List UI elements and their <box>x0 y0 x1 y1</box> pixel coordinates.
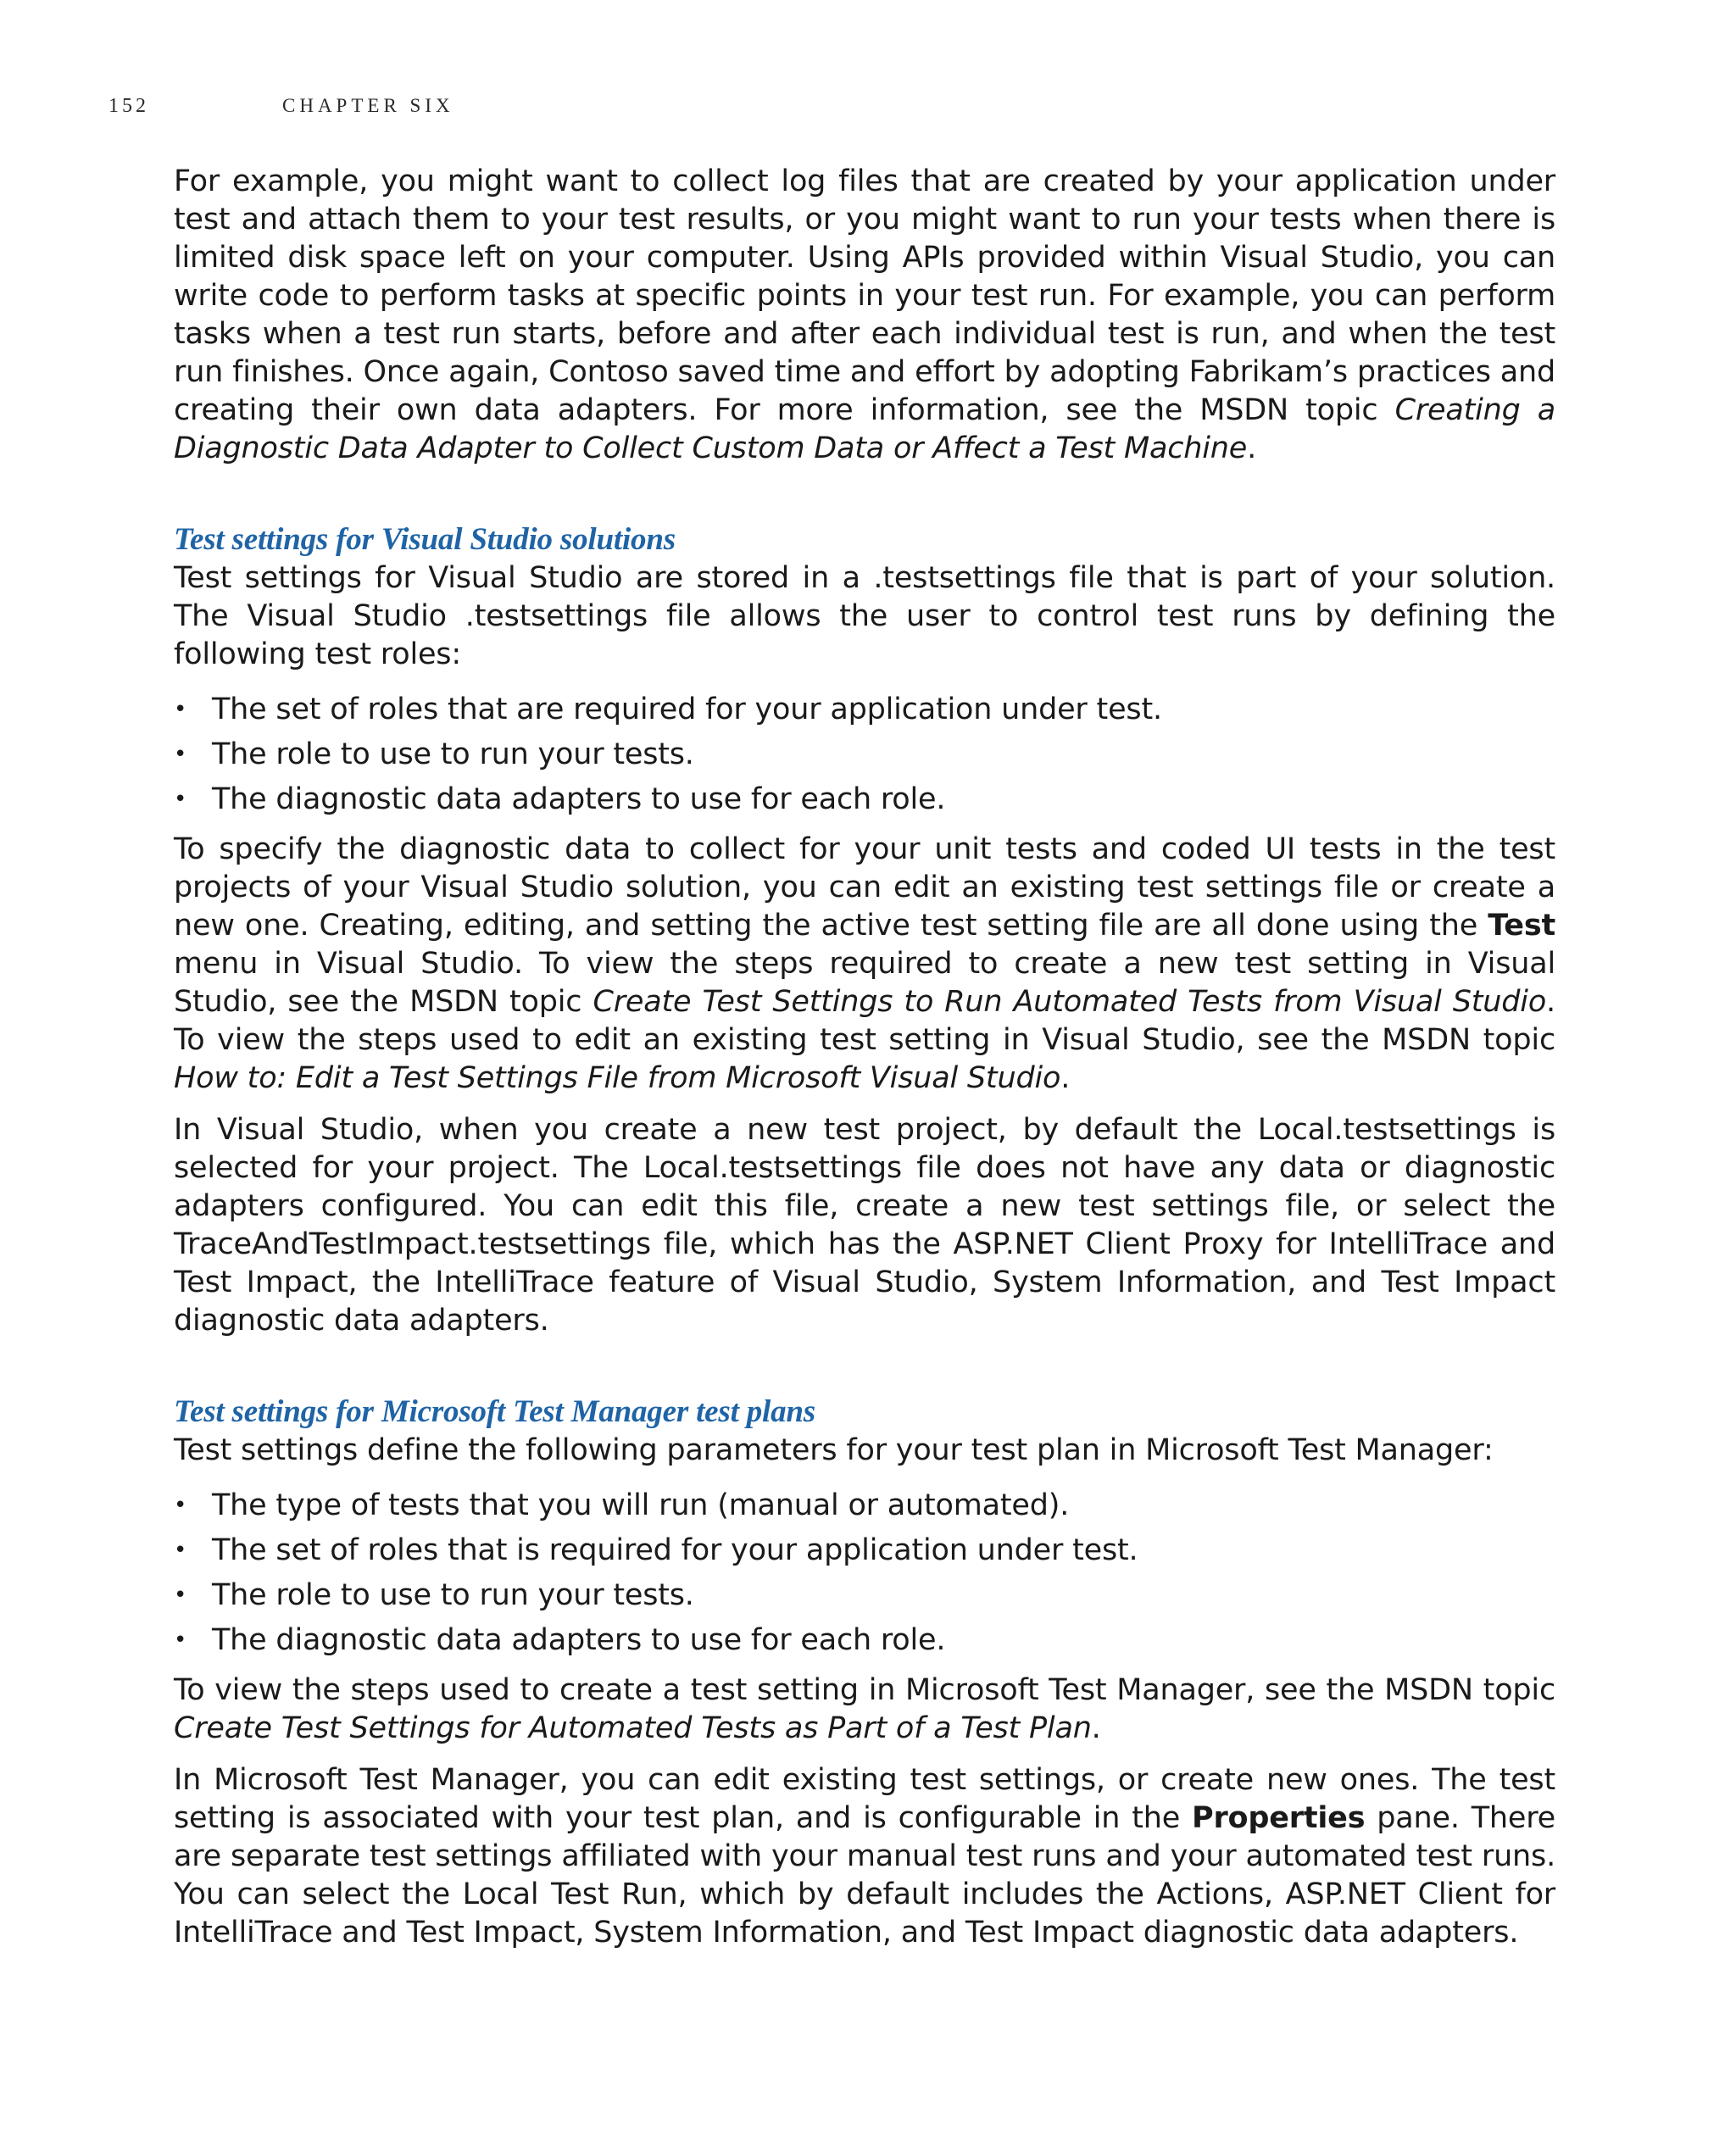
page-header <box>108 95 1634 129</box>
bullet-icon: • <box>174 697 187 722</box>
msdn-topic-edit-test-settings: How to: Edit a Test Settings File from Microsoft Visual Studio <box>174 1061 1061 1095</box>
list-item: • The type of tests that you will run (manual or automated). <box>174 1483 1555 1528</box>
list-item: • The role to use to run your tests. <box>174 1573 1555 1618</box>
list-item: • The set of roles that is required for your application under test. <box>174 1528 1555 1573</box>
bullet-icon: • <box>174 1493 187 1518</box>
bullet-list-vs-roles <box>174 687 1555 822</box>
bullet-icon: • <box>174 1538 187 1563</box>
list-item: • The diagnostic data adapters to use for each role. <box>174 777 1555 822</box>
paragraph-mtm-create: To view the steps used to create a test setting in Microsoft Test Manager, see the MSDN topic Create Test Settings for Automated Tests as Part of a Test Plan. <box>174 1673 1555 1745</box>
msdn-topic-create-test-settings: Create Test Settings to Run Automated Tests from Visual Studio <box>593 985 1547 1019</box>
bullet-icon: • <box>174 742 187 767</box>
bullet-list-mtm-parameters <box>174 1483 1555 1663</box>
list-item: • The diagnostic data adapters to use for each role. <box>174 1618 1555 1663</box>
msdn-topic-create-automated-settings: Create Test Settings for Automated Tests as Part of a Test Plan <box>174 1711 1092 1745</box>
list-item: • The set of roles that are required for your application under test. <box>174 687 1555 732</box>
paragraph-vs-intro: Test settings for Visual Studio are stored in a .testsettings file that is part of your solution. The Visual Studio .testsettings file allows the user to control test runs by defining the following test roles: <box>174 561 1555 671</box>
msdn-topic-link: Creating a Diagnostic Data Adapter to Collect Custom Data or Affect a Test Machine <box>174 393 1556 465</box>
paragraph-diagnostic-adapters: For example, you might want to collect log files that are created by your application under test and attach them to your test results, or you might want to run your tests when there is limited disk space left on your computer. Using APIs provided within Visual Studio, you can write code to perform tasks at specific points in your test run. For example, you can perform tasks when a test run starts, before and after each individual test is run, and when the test run finishes. Once again, Contoso saved time and effort by adopting Fabrikam’s practices and creating their own data adapters. For more information, see the MSDN topic Creating a Diagnostic Data Adapter to Collect Custom Data or Affect a Test Machine. <box>174 164 1556 465</box>
bullet-icon: • <box>174 1627 187 1653</box>
chapter-label: CHAPTER SIX <box>282 95 454 116</box>
paragraph-mtm-intro: Test settings define the following parameters for your test plan in Microsoft Test Manager: <box>174 1433 1494 1467</box>
list-item: • The role to use to run your tests. <box>174 732 1555 777</box>
paragraph-mtm-properties: In Microsoft Test Manager, you can edit existing test settings, or create new ones. The test setting is associated with your test plan, and is configurable in the Properties pane. There are separate test settings affiliated with your manual test runs and your automated test runs. You can select the Local Test Run, which by default includes the Actions, ASP.NET Client for IntelliTrace and Test Impact, System Information, and Test Impact diagnostic data adapters. <box>174 1763 1555 1950</box>
test-menu-term: Test <box>1488 909 1555 943</box>
bullet-icon: • <box>174 787 187 812</box>
section-heading-test-manager: Test settings for Microsoft Test Manager test plans <box>174 1394 815 1429</box>
properties-pane-term: Properties <box>1192 1801 1366 1835</box>
paragraph-vs-local-testsettings: In Visual Studio, when you create a new test project, by default the Local.testsettings is selected for your project. The Local.testsettings file does not have any data or diagnostic adapters configured. You can edit this file, create a new test settings file, or select the TraceAndTestImpact.testsettings file, which has the ASP.NET Client Proxy for IntelliTrace and Test Impact, the IntelliTrace feature of Visual Studio, System Information, and Test Impact diagnostic data adapters. <box>174 1113 1555 1338</box>
section-heading-visual-studio: Test settings for Visual Studio solutions <box>174 522 676 557</box>
page-number: 152 <box>108 95 149 117</box>
page-content <box>174 163 1555 1966</box>
paragraph-vs-specify: To specify the diagnostic data to collect for your unit tests and coded UI tests in the test projects of your Visual Studio solution, you can edit an existing test settings file or create a new one. Creating, editing, and setting the active test setting file are all done using the Test menu in Visual Studio. To view the steps required to create a new test setting in Visual Studio, see the MSDN topic Create Test Settings to Run Automated Tests from Visual Studio. To view the steps used to edit an existing test setting in Visual Studio, see the MSDN topic How to: Edit a Test Settings File from Microsoft Visual Studio. <box>174 832 1555 1095</box>
bullet-icon: • <box>174 1583 187 1608</box>
